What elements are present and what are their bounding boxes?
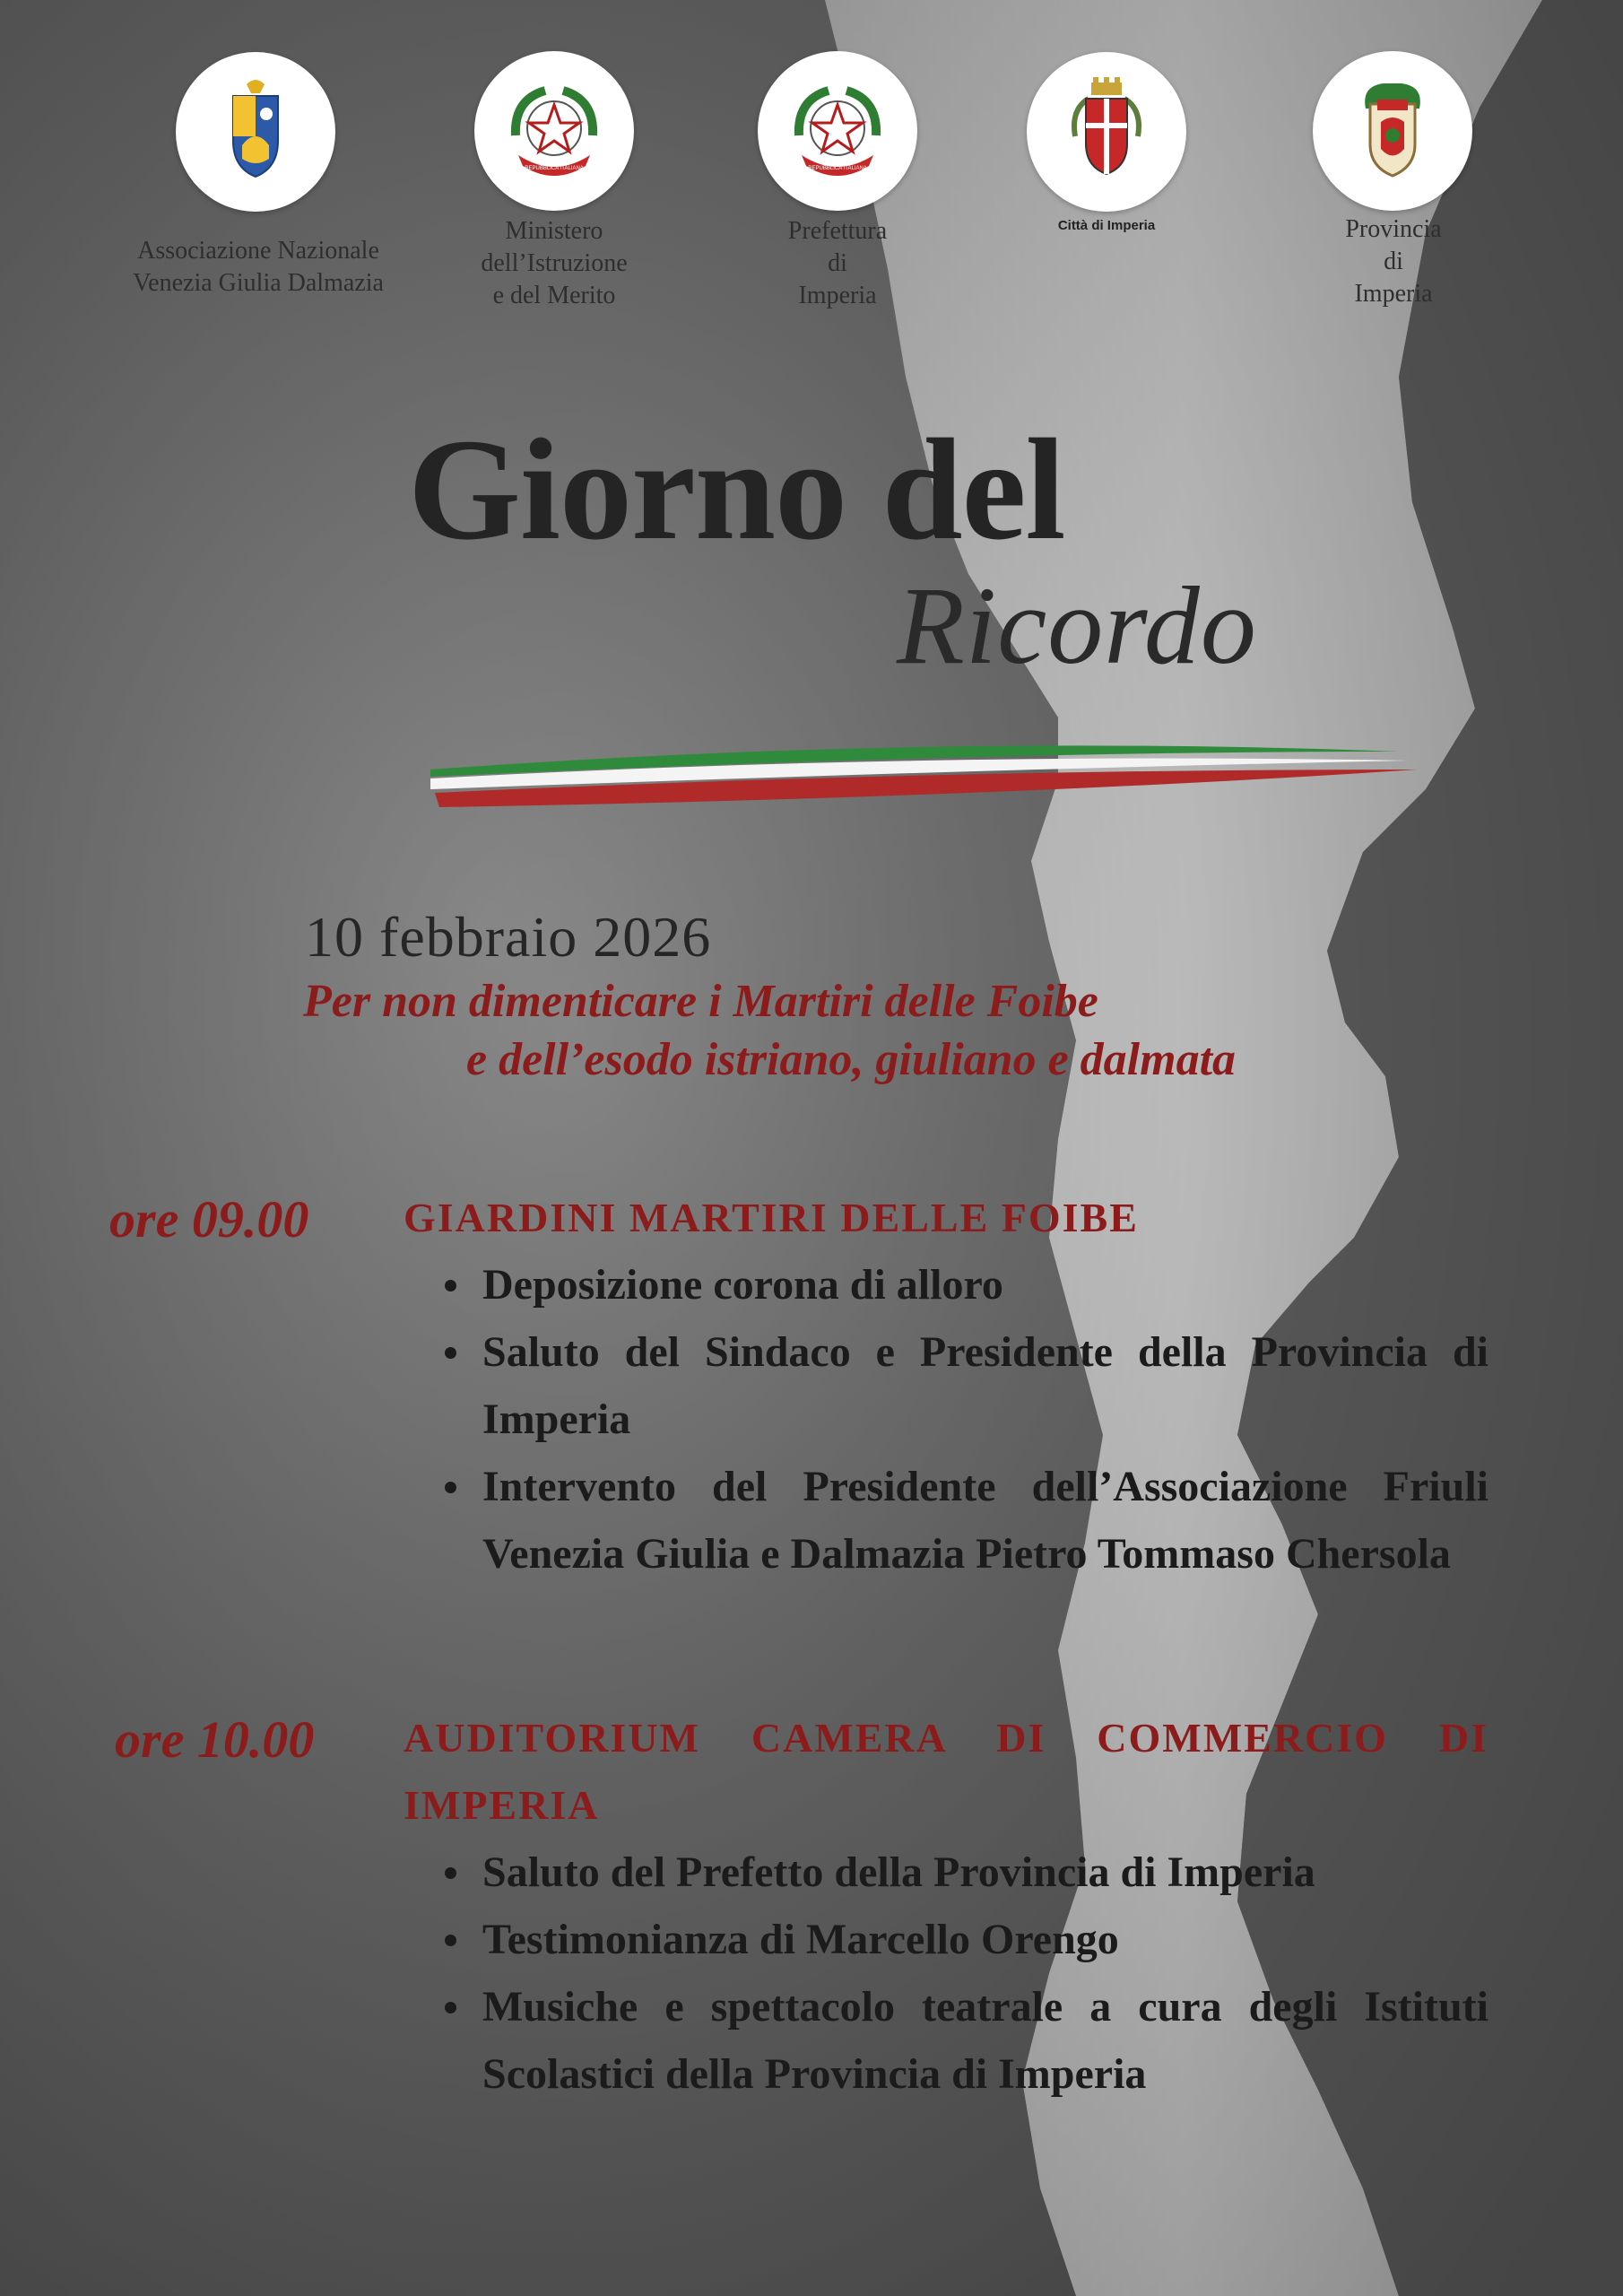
schedule-time: ore 09.00 [109, 1190, 309, 1248]
page-title: Giorno del [408, 410, 1065, 570]
italian-republic-emblem-icon [779, 73, 896, 189]
logo-province [1313, 51, 1472, 211]
schedule-items [439, 1251, 1488, 1587]
schedule-item: Musiche e spettacolo teatrale a cura degli Istituti Scolastici della Provincia di Imperia [439, 1973, 1488, 2108]
logo-caption-city: Città di Imperia [1057, 218, 1156, 233]
logo-association [176, 52, 335, 212]
schedule-venue: GIARDINI MARTIRI DELLE FOIBE [404, 1195, 1139, 1240]
event-subtitle-line-1: Per non dimenticare i Martiri delle Foibe [303, 976, 1098, 1027]
italian-republic-emblem-icon [496, 73, 612, 189]
schedule-venue: AUDITORIUM CAMERA DI COMMERCIO DI IMPERIA [404, 1715, 1488, 1828]
event-subtitle-line-2: e dell’esodo istriano, giuliano e dalmata [466, 1034, 1237, 1085]
schedule-item: Testimonianza di Marcello Orengo [439, 1906, 1488, 1973]
logo-caption-association: Associazione Nazionale Venezia Giulia Dalmazia [133, 237, 384, 297]
page-title-script: Ricordo [897, 564, 1257, 687]
city-coat-of-arms-icon [1048, 74, 1165, 190]
schedule-item: Saluto del Prefetto della Provincia di Imperia [439, 1839, 1488, 1906]
logo-caption-prefecture: Prefettura di Imperia [787, 217, 888, 309]
logo-ministry [474, 51, 634, 211]
event-date: 10 febbraio 2026 [305, 905, 712, 969]
province-coat-of-arms-icon [1334, 73, 1451, 189]
schedule-items [439, 1839, 1488, 2108]
schedule-time: ore 10.00 [115, 1710, 315, 1769]
italian-flag-ribbon [430, 734, 1417, 832]
association-crest-icon [197, 74, 314, 190]
logo-caption-ministry: Ministero dell’Istruzione e del Merito [481, 217, 628, 309]
emblem-text: REPUBBLICA ITALIANA [525, 166, 584, 171]
logo-prefecture [758, 51, 917, 211]
schedule-item: Saluto del Sindaco e Presidente della Provincia di Imperia [439, 1318, 1488, 1453]
emblem-text: REPUBBLICA ITALIANA [808, 166, 867, 171]
schedule-item: Intervento del Presidente dell’Associazione Friuli Venezia Giulia e Dalmazia Pietro Tommaso Chersola [439, 1453, 1488, 1587]
schedule-item: Deposizione corona di alloro [439, 1251, 1488, 1318]
logo-caption-province: Provincia di Imperia [1345, 215, 1442, 308]
logo-city [1027, 52, 1186, 212]
